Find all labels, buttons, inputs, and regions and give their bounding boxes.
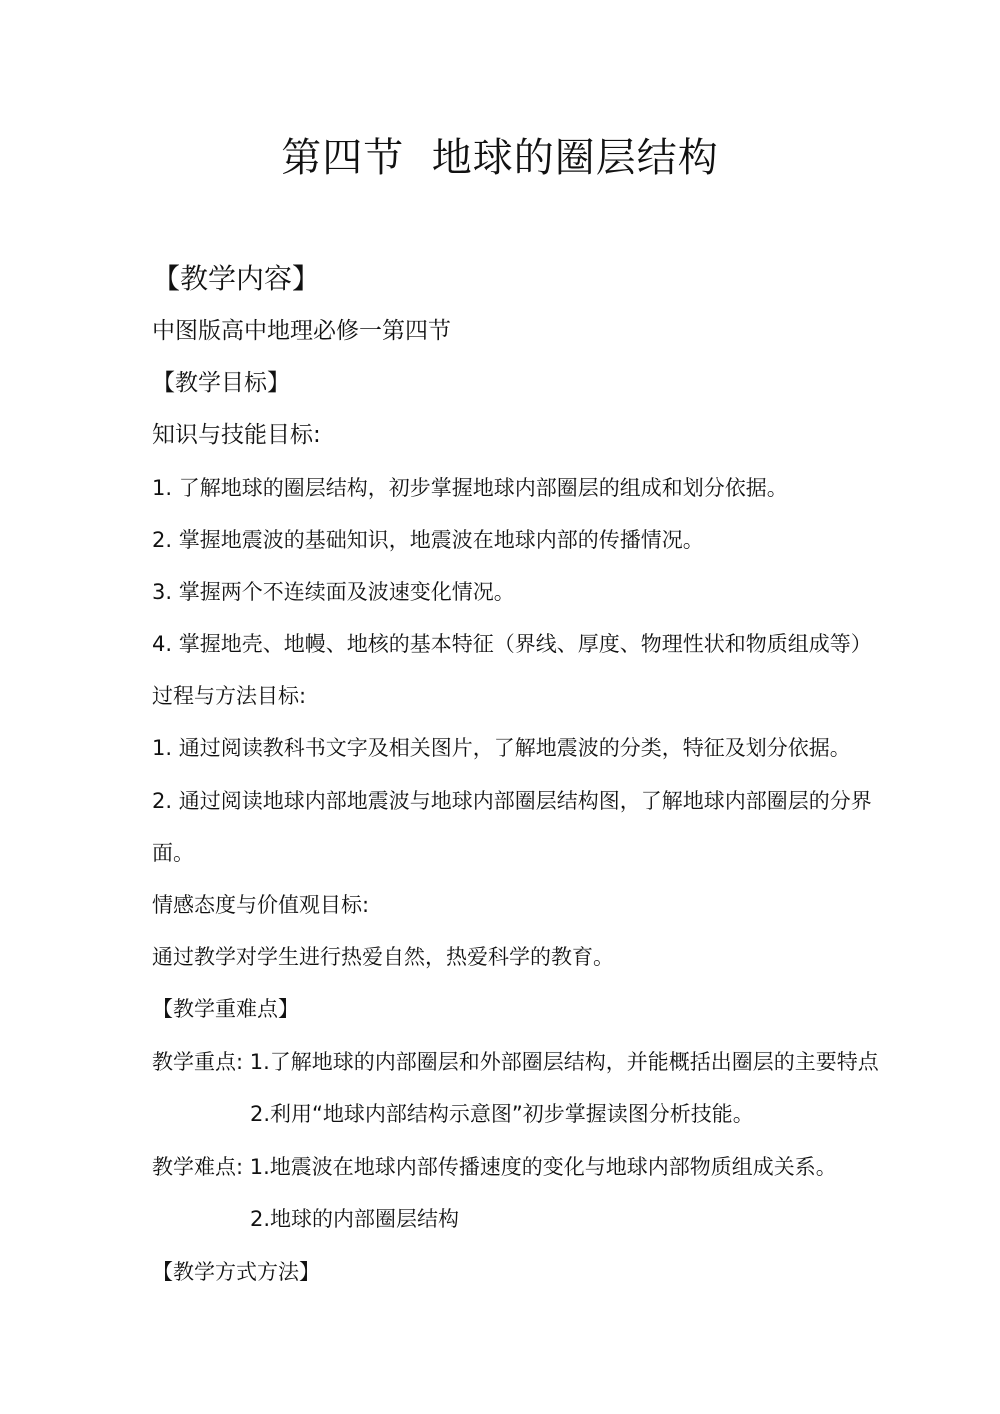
- knowledge-heading: 知识与技能目标:: [152, 422, 321, 448]
- difficult-points-line-2: 2.地球的内部圈层结构: [250, 1207, 460, 1231]
- emotion-heading: 情感态度与价值观目标:: [152, 893, 370, 917]
- knowledge-item-2: 2. 掌握地震波的基础知识，地震波在地球内部的传播情况。: [152, 528, 704, 552]
- emotion-text: 通过教学对学生进行热爱自然，热爱科学的教育。: [152, 945, 614, 969]
- knowledge-item-4: 4. 掌握地壳、地幔、地核的基本特征（界线、厚度、物理性状和物质组成等）: [152, 632, 872, 656]
- key-points-line-2: 2.利用“地球内部结构示意图”初步掌握读图分析技能。: [250, 1102, 754, 1126]
- difficult-points-line-1: 教学难点: 1.地震波在地球内部传播速度的变化与地球内部物质组成关系。: [152, 1155, 837, 1179]
- process-item-1: 1. 通过阅读教科书文字及相关图片，了解地震波的分类，特征及划分依据。: [152, 736, 851, 760]
- objectives-heading: 【教学目标】: [152, 370, 290, 396]
- key-points-line-1: 教学重点: 1.了解地球的内部圈层和外部圈层结构，并能概括出圈层的主要特点: [152, 1050, 879, 1074]
- knowledge-item-3: 3. 掌握两个不连续面及波速变化情况。: [152, 580, 515, 604]
- knowledge-item-1: 1. 了解地球的圈层结构，初步掌握地球内部圈层的组成和划分依据。: [152, 476, 788, 500]
- textbook-line: 中图版高中地理必修一第四节: [152, 318, 451, 344]
- process-heading: 过程与方法目标:: [152, 684, 307, 708]
- key-difficulty-heading: 【教学重难点】: [152, 997, 299, 1021]
- process-item-2-continued: 面。: [152, 841, 194, 865]
- process-item-2: 2. 通过阅读地球内部地震波与地球内部圈层结构图，了解地球内部圈层的分界: [152, 789, 872, 813]
- content-heading: 【教学内容】: [152, 262, 321, 295]
- page-title: 第四节 地球的圈层结构: [281, 135, 719, 181]
- method-heading: 【教学方式方法】: [152, 1260, 320, 1284]
